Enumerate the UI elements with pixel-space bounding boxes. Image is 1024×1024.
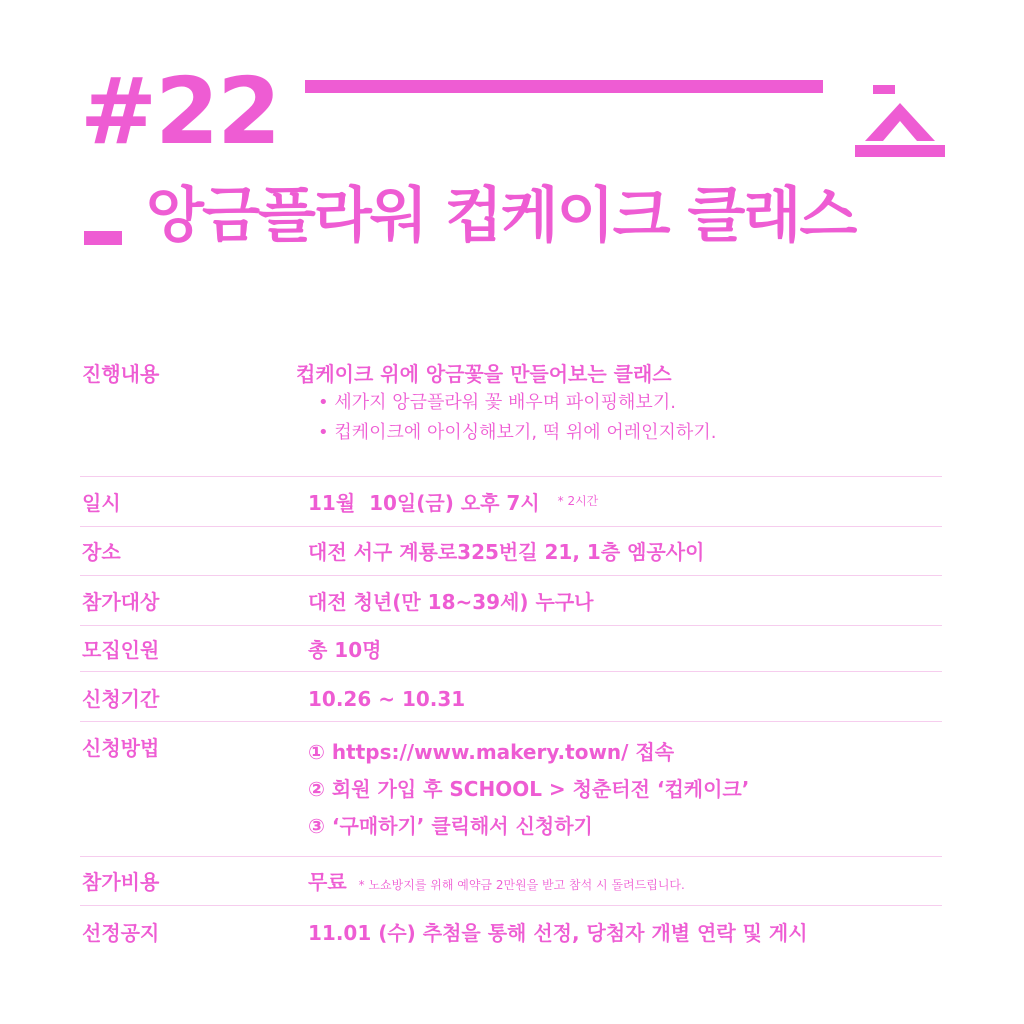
info-row-period [80, 672, 942, 722]
info-row-capacity [80, 626, 942, 672]
row-label: 진행내용 [82, 362, 160, 386]
header-rule [305, 80, 823, 93]
period-value: 10.26 ~ 10.31 [308, 687, 466, 711]
info-table [80, 352, 942, 956]
row-label: 참가대상 [82, 590, 160, 614]
page-title: 앙금플라워 컵케이크 클래스 [146, 181, 856, 251]
row-label: 모집인원 [82, 638, 160, 662]
datetime-value: 11월 10일(금) 오후 7시 [308, 491, 540, 515]
content-bullet: • 세가지 앙금플라워 꽃 배우며 파이핑해보기. [318, 392, 676, 413]
method-step: ① https://www.makery.town/ 접속 [308, 740, 675, 764]
info-row-target [80, 576, 942, 626]
location-value: 대전 서구 계룡로325번길 21, 1층 엠공사이 [308, 540, 705, 564]
pink-triangle-person-logo-icon [855, 85, 945, 157]
row-label: 신청방법 [82, 736, 160, 760]
announcement-value: 11.01 (수) 추첨을 통해 선정, 당첨자 개별 연락 및 게시 [308, 921, 808, 945]
info-row-method [80, 722, 942, 857]
method-step: ② 회원 가입 후 SCHOOL > 청춘터전 ‘컵케이크’ [308, 777, 750, 801]
info-row-announcement [80, 906, 942, 956]
fee-value: 무료 [308, 870, 347, 894]
row-value [308, 489, 942, 526]
info-row-content [80, 352, 942, 477]
row-value [308, 734, 942, 856]
row-value [296, 360, 942, 476]
target-value: 대전 청년(만 18~39세) 누구나 [308, 590, 594, 614]
row-label: 신청기간 [82, 687, 160, 711]
event-number: #22 [80, 58, 280, 165]
row-label: 선정공지 [82, 921, 160, 945]
fee-note: * 노쇼방지를 위해 예약금 2만원을 받고 참석 시 돌려드립니다. [358, 878, 685, 892]
row-label: 참가비용 [82, 870, 160, 894]
capacity-value: 총 10명 [308, 638, 382, 662]
info-row-fee [80, 857, 942, 906]
title-row [84, 180, 855, 252]
row-value [308, 868, 942, 905]
content-summary: 컵케이크 위에 앙금꽃을 만들어보는 클래스 [296, 362, 672, 386]
duration-note: * 2시간 [557, 494, 599, 508]
method-step: ③ ‘구매하기’ 클릭해서 신청하기 [308, 814, 593, 838]
content-bullet: • 컵케이크에 아이싱해보기, 떡 위에 어레인지하기. [318, 422, 717, 443]
info-row-location [80, 527, 942, 576]
row-label: 장소 [82, 540, 121, 564]
info-row-datetime [80, 477, 942, 527]
row-label: 일시 [82, 491, 121, 515]
title-underscore [84, 231, 122, 245]
